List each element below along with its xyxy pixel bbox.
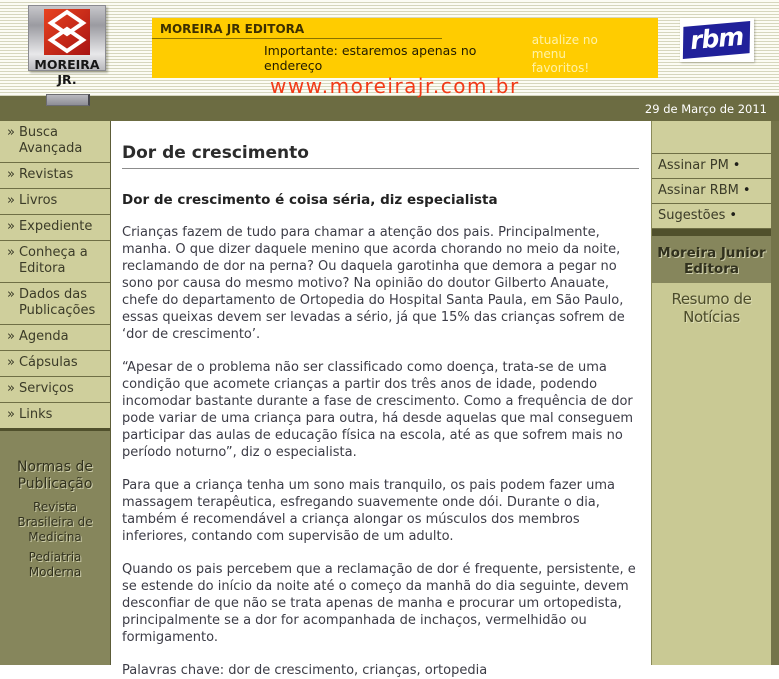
article-paragraph: Quando os pais percebem que a reclamação de dor é frequente, persistente, e se estende do início da noite até o começo da manhã do dia seguinte, devem desconfiar de que não se trata apenas de manha e procurar um ortopedista, principalmente se a dor for acompanhada de inchaços, vermelhidão ou formigamento.	[122, 562, 636, 645]
chevron-bullet-icon: »	[7, 167, 15, 182]
sidebar-menu	[0, 121, 110, 431]
logo-small-button[interactable]	[46, 94, 90, 106]
moreira-junior-editora-label	[652, 236, 771, 283]
banner-side-note	[520, 18, 658, 78]
link-assinar-rbm[interactable]	[652, 179, 771, 204]
link-revista-brasileira-medicina[interactable]: Revista Brasileira de Medicina	[17, 500, 93, 544]
sidebar-item-livros[interactable]	[0, 189, 110, 215]
sidebar-item-capsulas[interactable]	[0, 351, 110, 377]
date-text: 29 de Março de 2011	[644, 102, 767, 116]
body	[0, 121, 779, 678]
moreira-logo[interactable]	[28, 5, 108, 106]
bullet-icon: •	[729, 208, 738, 223]
header	[0, 0, 779, 96]
sidebar-item-agenda[interactable]	[0, 325, 110, 351]
right-sidebar-spacer	[652, 121, 771, 154]
chevron-bullet-icon: »	[7, 355, 15, 370]
right-sidebar-divider	[652, 229, 771, 236]
sidebar-item-dados-das-publicacoes[interactable]	[0, 283, 110, 325]
rbm-logo-text: rbm	[689, 21, 745, 56]
article	[111, 121, 652, 678]
promo-line: Editora	[683, 261, 739, 277]
chevron-bullet-icon: »	[7, 407, 15, 422]
link-pediatria-moderna[interactable]: Pediatria Moderna	[28, 550, 82, 579]
sidebar-item-conheca-a-editora[interactable]	[0, 241, 110, 283]
chevron-bullet-icon: »	[7, 219, 15, 234]
banner-url-link[interactable]: www.moreirajr.com.br	[270, 74, 520, 98]
article-paragraph: Crianças fazem de tudo para chamar a atenção dos pais. Principalmente, manha. O que dizer daquele menino que acorda chorando no meio da noite, reclamando de dor na perna? Ou daquela garotinha que demora a pegar no sono por causa do mesmo motivo? Na opinião do doutor Gilberto Anauate, chefe do departamento de Ortopedia do Hospital Santa Paula, em São Paulo, essas queixas devem ser levadas a sério, já que 15% das crianças sofrem de ‘dor de crescimento’.	[122, 225, 625, 342]
date-bar	[0, 96, 779, 121]
left-sidebar	[0, 121, 111, 665]
promo-banner-left	[152, 18, 520, 98]
article-keywords: Palavras chave: dor de crescimento, crianças, ortopedia	[122, 663, 488, 678]
right-sidebar-filler	[652, 336, 771, 665]
normas-section	[0, 431, 110, 665]
sidebar-item-label: Busca Avançada	[18, 125, 83, 156]
bullet-icon: •	[732, 158, 741, 173]
right-link-label: Sugestões	[658, 208, 726, 223]
page-title: Dor de crescimento	[122, 143, 309, 163]
sidebar-item-label: Dados das Publicações	[18, 287, 96, 318]
sidebar-item-links[interactable]	[0, 403, 110, 428]
sidebar-item-busca-avancada[interactable]	[0, 121, 110, 163]
sidebar-item-expediente[interactable]	[0, 215, 110, 241]
sidebar-item-label: Serviços	[18, 381, 74, 396]
promo-line: Moreira Junior	[657, 245, 766, 261]
article-paragraph: Para que a criança tenha um sono mais tranquilo, os pais podem fazer uma massagem terapêutica, esfregando suavemente onde dói. Durante o dia, também é recomendável a criança alongar os músculos dos membros inferiores, contando com supervisão de um adulto.	[122, 478, 615, 544]
rbm-logo[interactable]	[680, 18, 754, 62]
normas-title: Normas de Publicação	[16, 459, 93, 492]
article-paragraph: “Apesar de o problema não ser classificado como doença, trata-se de uma condição que acomete crianças a partir dos três anos de idade, podendo incomodar bastante durante a fase de crescimento. Como a frequência de dor pode variar de uma criança para outra, há desde aquelas que mal conseguem participar das aulas de educação física na escola, até as que sofrem mais no período noturno”, diz o especialista.	[122, 360, 634, 460]
right-link-label: Assinar PM	[658, 158, 729, 173]
right-sidebar	[652, 121, 771, 665]
banner-message: Importante: estaremos apenas no endereço	[264, 43, 477, 73]
chevron-bullet-icon: »	[7, 329, 15, 344]
moreira-logo-icon	[44, 9, 90, 55]
sidebar-item-revistas[interactable]	[0, 163, 110, 189]
rbm-logo-shape	[683, 21, 751, 59]
banner-side-note-text: atualize no menu favoritos!	[531, 33, 598, 75]
title-divider	[122, 168, 639, 169]
sidebar-item-label: Links	[18, 407, 53, 422]
sidebar-item-label: Agenda	[18, 329, 69, 344]
chevron-bullet-icon: »	[7, 287, 15, 302]
banner-title: MOREIRA JR EDITORA	[152, 18, 442, 39]
resumo-noticias-link[interactable]: Resumo de Notícias	[671, 290, 752, 326]
sidebar-item-label: Revistas	[18, 167, 74, 182]
page-edge-strip	[771, 121, 779, 665]
chevron-bullet-icon: »	[7, 245, 15, 260]
sidebar-item-label: Livros	[18, 193, 58, 208]
link-assinar-pm[interactable]	[652, 154, 771, 179]
article-subtitle: Dor de crescimento é coisa séria, diz especialista	[122, 192, 498, 208]
chevron-bullet-icon: »	[7, 381, 15, 396]
moreira-logo-wordmark: MOREIRA JR.	[34, 57, 100, 87]
sidebar-item-label: Conheça a Editora	[18, 245, 88, 276]
chevron-bullet-icon: »	[7, 125, 15, 140]
sidebar-item-servicos[interactable]	[0, 377, 110, 403]
chevron-bullet-icon: »	[7, 193, 15, 208]
link-sugestoes[interactable]	[652, 204, 771, 229]
bullet-icon: •	[742, 183, 751, 198]
promo-banner	[152, 18, 658, 98]
right-link-label: Assinar RBM	[658, 183, 739, 198]
sidebar-item-label: Expediente	[18, 219, 93, 234]
sidebar-item-label: Cápsulas	[18, 355, 78, 370]
